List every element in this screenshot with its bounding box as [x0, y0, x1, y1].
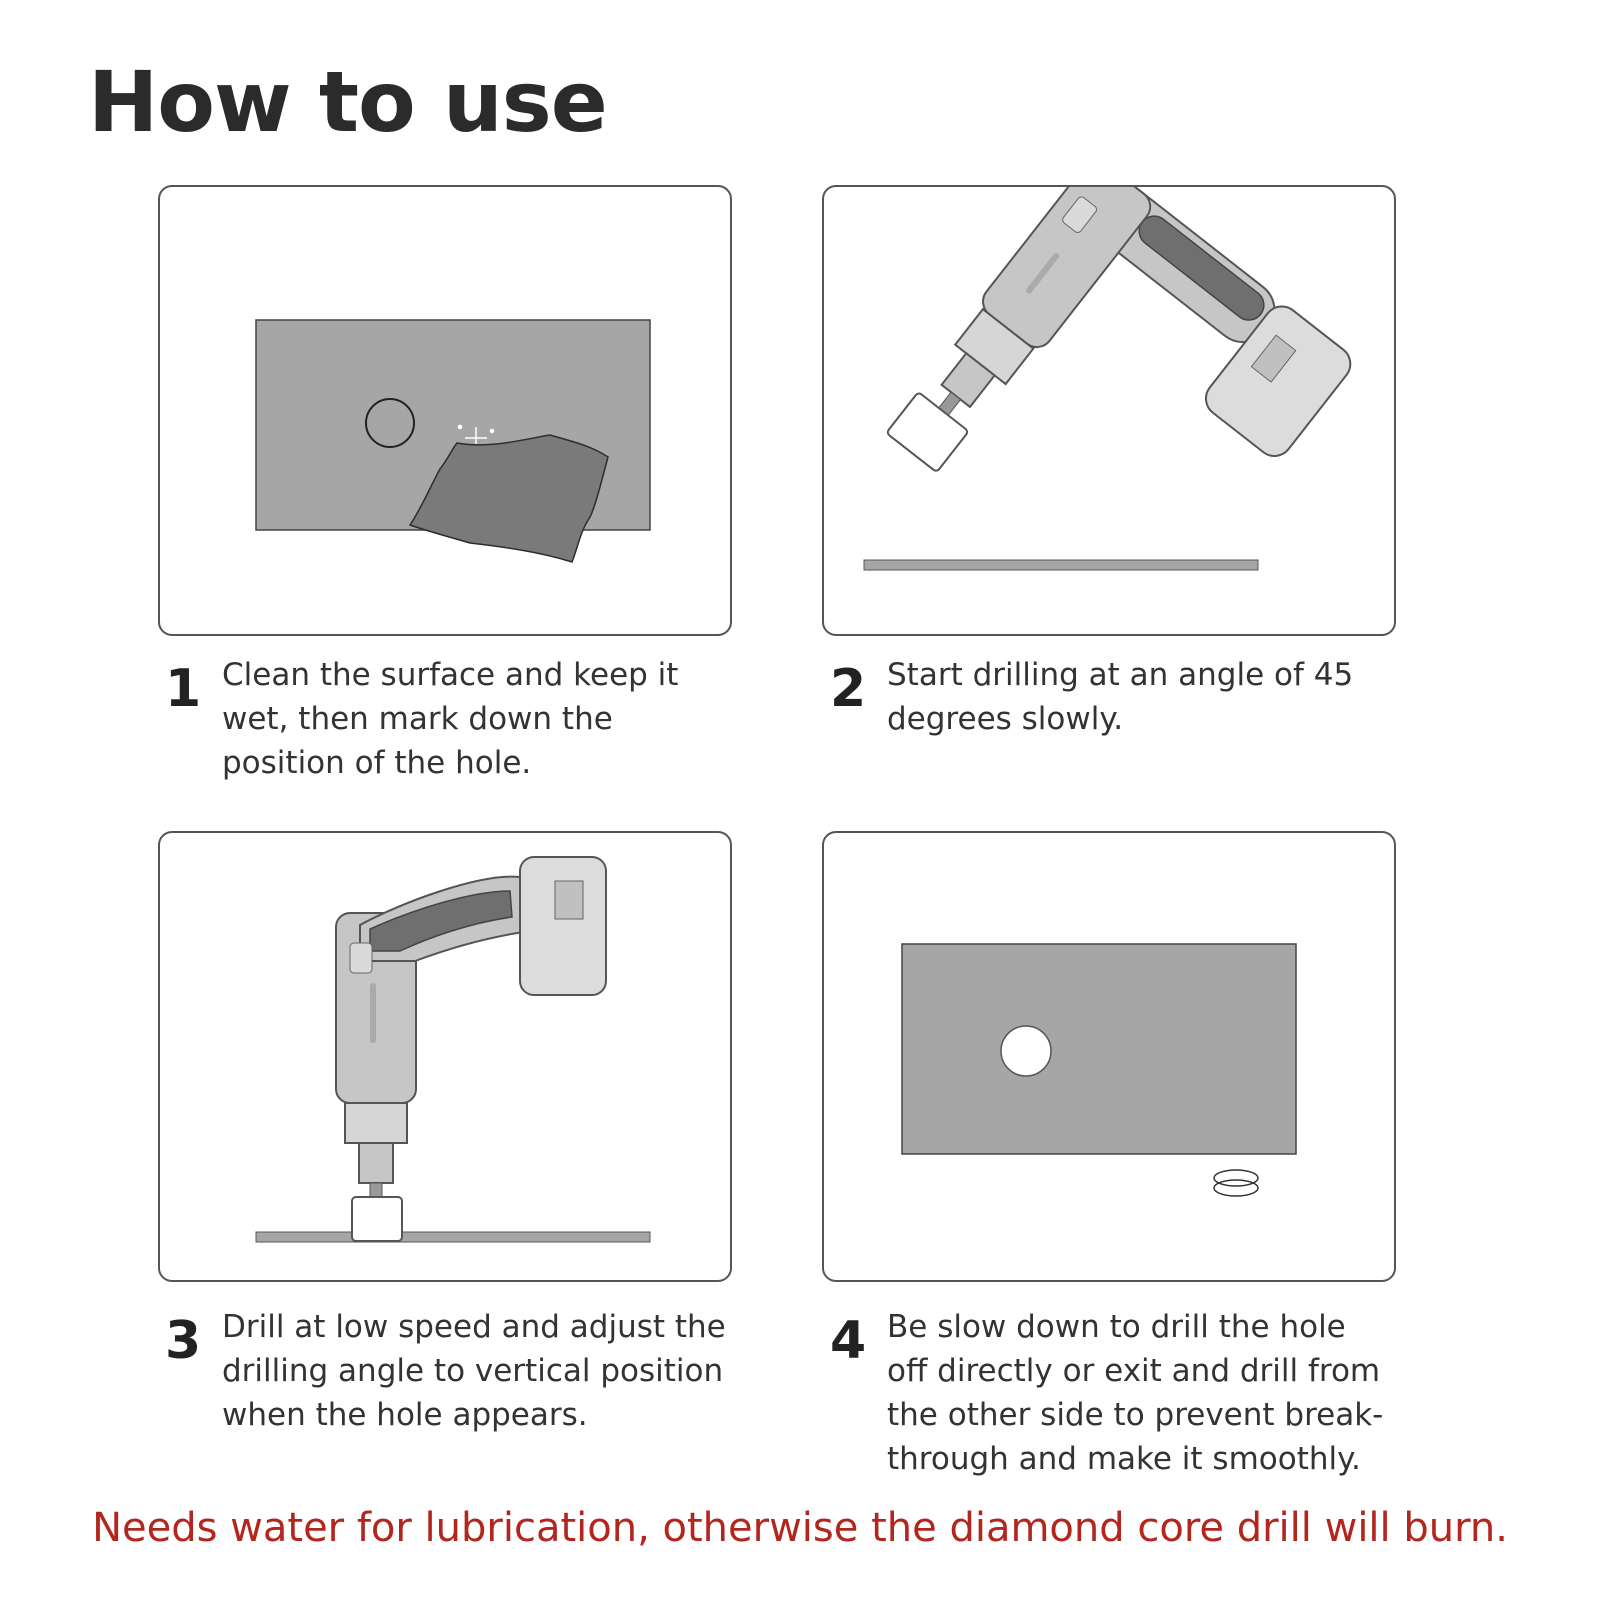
step-number: 3 — [165, 1311, 202, 1371]
drilled-hole — [1001, 1026, 1051, 1076]
core-ring-icon — [1214, 1170, 1258, 1196]
step-text: Be slow down to drill the hole off directly or exit and drill from the other side to prevent break- through and make it smoothly. — [887, 1309, 1384, 1477]
step-4-illustration — [822, 831, 1396, 1282]
step-text: Start drilling at an angle of 45 degrees slowly. — [887, 657, 1354, 737]
step-text: Drill at low speed and adjust the drilling angle to vertical position when the hole appears. — [222, 1309, 726, 1433]
step-3-illustration — [158, 831, 732, 1282]
drill-vertical-icon — [336, 857, 606, 1241]
step-2-illustration — [822, 185, 1396, 636]
step-number: 4 — [830, 1311, 867, 1371]
step-text: Clean the surface and keep it wet, then mark down the position of the hole. — [222, 657, 679, 781]
step-number: 1 — [165, 659, 202, 719]
tile-side — [256, 1232, 650, 1242]
page-title: How to use — [88, 53, 607, 151]
step-number: 2 — [830, 659, 867, 719]
step-1-illustration — [158, 185, 732, 636]
tile-surface — [902, 944, 1296, 1154]
warning-note: Needs water for lubrication, otherwise the diamond core drill will burn. — [92, 1505, 1508, 1551]
tile-side — [864, 560, 1258, 570]
